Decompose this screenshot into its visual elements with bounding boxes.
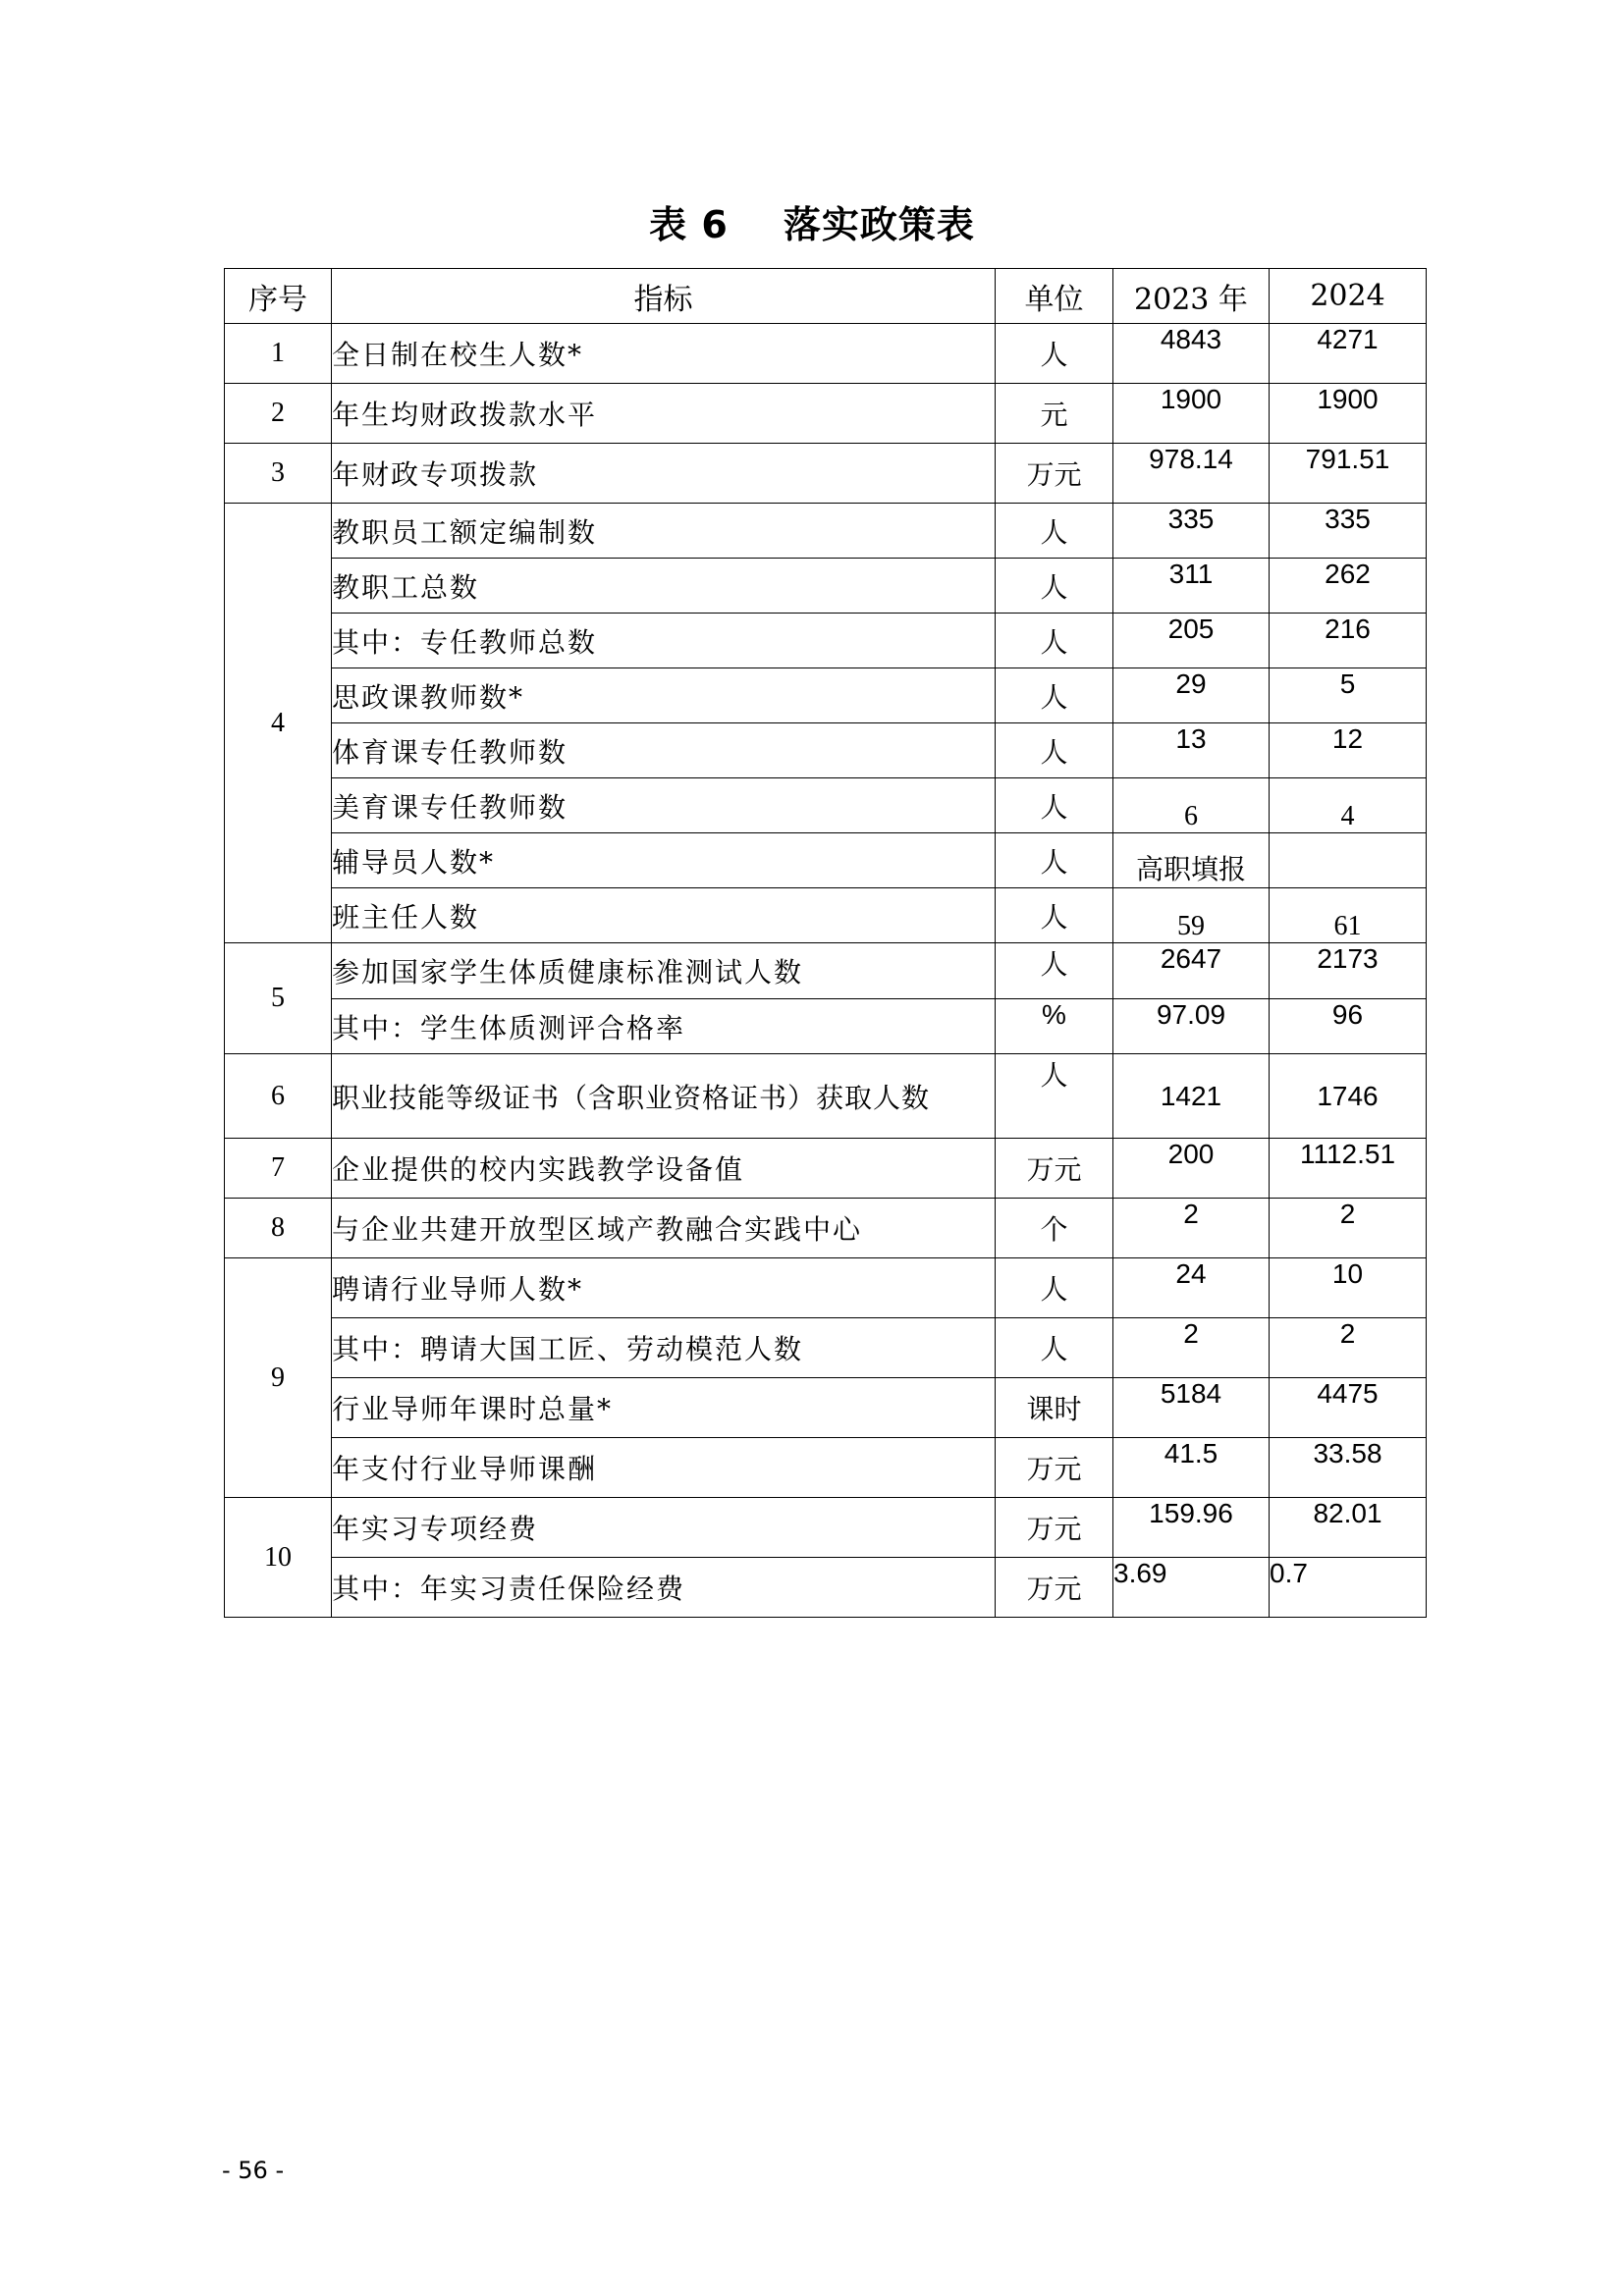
value-2024-cell: 335 (1270, 504, 1427, 559)
seq-cell: 7 (225, 1139, 332, 1199)
indicator-cell: 其中：年实习责任保险经费 (332, 1558, 996, 1618)
value-2023-cell: 2 (1113, 1318, 1270, 1378)
unit-cell: 万元 (996, 1139, 1113, 1199)
table-row (225, 1498, 1427, 1558)
table-row (225, 1258, 1427, 1318)
indicator-cell: 聘请行业导师人数* (332, 1258, 996, 1318)
seq-cell: 2 (225, 384, 332, 444)
value-2023-cell: 3.69 (1113, 1558, 1270, 1618)
table-name: 落实政策表 (783, 203, 975, 246)
table-number: 表 6 (649, 203, 729, 246)
indicator-cell: 教职员工额定编制数 (332, 504, 996, 559)
table-row (225, 324, 1427, 384)
value-2023-cell: 29 (1113, 668, 1270, 723)
unit-cell: 万元 (996, 1498, 1113, 1558)
table-row (225, 504, 1427, 559)
table-row (225, 1318, 1427, 1378)
value-2023-cell: 高职填报 (1113, 833, 1270, 888)
indicator-cell: 其中：学生体质测评合格率 (332, 999, 996, 1054)
value-2024-cell: 82.01 (1270, 1498, 1427, 1558)
value-2024-cell: 1746 (1270, 1054, 1427, 1139)
unit-cell: % (996, 999, 1113, 1054)
indicator-cell: 教职工总数 (332, 559, 996, 614)
seq-cell: 5 (225, 943, 332, 1054)
header-indicator: 指标 (332, 269, 996, 324)
policy-table (224, 268, 1427, 1618)
value-2023-cell: 13 (1113, 723, 1270, 778)
indicator-cell: 行业导师年课时总量* (332, 1378, 996, 1438)
table-row (225, 1378, 1427, 1438)
value-2023-cell: 6 (1113, 778, 1270, 833)
seq-cell: 1 (225, 324, 332, 384)
header-year-2024: 2024 (1270, 269, 1427, 324)
indicator-cell: 与企业共建开放型区域产教融合实践中心 (332, 1199, 996, 1258)
unit-cell: 人 (996, 1258, 1113, 1318)
value-2023-cell: 311 (1113, 559, 1270, 614)
indicator-cell: 企业提供的校内实践教学设备值 (332, 1139, 996, 1199)
indicator-cell: 班主任人数 (332, 888, 996, 943)
page-number: - 56 - (222, 2157, 285, 2184)
seq-cell: 4 (225, 504, 332, 943)
value-2024-cell: 96 (1270, 999, 1427, 1054)
value-2023-cell: 59 (1113, 888, 1270, 943)
indicator-cell: 年生均财政拨款水平 (332, 384, 996, 444)
table-row (225, 888, 1427, 943)
unit-cell: 人 (996, 833, 1113, 888)
indicator-cell: 辅导员人数* (332, 833, 996, 888)
unit-cell: 人 (996, 1054, 1113, 1139)
unit-cell: 万元 (996, 444, 1113, 504)
value-2023-cell: 4843 (1113, 324, 1270, 384)
header-unit: 单位 (996, 269, 1113, 324)
value-2023-cell: 200 (1113, 1139, 1270, 1199)
table-row (225, 1199, 1427, 1258)
indicator-cell: 参加国家学生体质健康标准测试人数 (332, 943, 996, 999)
value-2024-cell: 262 (1270, 559, 1427, 614)
seq-cell: 6 (225, 1054, 332, 1139)
unit-cell: 万元 (996, 1438, 1113, 1498)
indicator-cell: 美育课专任教师数 (332, 778, 996, 833)
seq-cell: 10 (225, 1498, 332, 1618)
indicator-cell: 年财政专项拨款 (332, 444, 996, 504)
value-2023-cell: 159.96 (1113, 1498, 1270, 1558)
value-2024-cell: 4475 (1270, 1378, 1427, 1438)
value-2024-cell: 216 (1270, 614, 1427, 668)
value-2024-cell: 2 (1270, 1318, 1427, 1378)
value-2024-cell: 5 (1270, 668, 1427, 723)
unit-cell: 元 (996, 384, 1113, 444)
unit-cell: 人 (996, 614, 1113, 668)
indicator-cell: 全日制在校生人数* (332, 324, 996, 384)
value-2024-cell: 0.7 (1270, 1558, 1427, 1618)
header-year-2023: 2023 年 (1113, 269, 1270, 324)
unit-cell: 人 (996, 778, 1113, 833)
table-row (225, 1438, 1427, 1498)
value-2023-cell: 1900 (1113, 384, 1270, 444)
unit-cell: 人 (996, 943, 1113, 999)
value-2024-cell: 61 (1270, 888, 1427, 943)
seq-cell: 3 (225, 444, 332, 504)
value-2023-cell: 2 (1113, 1199, 1270, 1258)
table-row (225, 668, 1427, 723)
value-2024-cell: 791.51 (1270, 444, 1427, 504)
unit-cell: 人 (996, 324, 1113, 384)
value-2023-cell: 978.14 (1113, 444, 1270, 504)
value-2024-cell: 1112.51 (1270, 1139, 1427, 1199)
unit-cell: 人 (996, 723, 1113, 778)
indicator-cell: 职业技能等级证书（含职业资格证书）获取人数 (332, 1054, 996, 1139)
indicator-cell: 其中：聘请大国工匠、劳动模范人数 (332, 1318, 996, 1378)
indicator-cell: 年支付行业导师课酬 (332, 1438, 996, 1498)
table-row (225, 384, 1427, 444)
unit-cell: 人 (996, 888, 1113, 943)
value-2024-cell: 4 (1270, 778, 1427, 833)
value-2023-cell: 41.5 (1113, 1438, 1270, 1498)
indicator-cell: 思政课教师数* (332, 668, 996, 723)
value-2024-cell (1270, 833, 1427, 888)
value-2023-cell: 24 (1113, 1258, 1270, 1318)
value-2023-cell: 97.09 (1113, 999, 1270, 1054)
indicator-cell: 年实习专项经费 (332, 1498, 996, 1558)
value-2023-cell: 1421 (1113, 1054, 1270, 1139)
table-row (225, 778, 1427, 833)
unit-cell: 万元 (996, 1558, 1113, 1618)
table-row (225, 1054, 1427, 1139)
unit-cell: 人 (996, 668, 1113, 723)
table-row (225, 833, 1427, 888)
unit-cell: 人 (996, 504, 1113, 559)
value-2023-cell: 335 (1113, 504, 1270, 559)
indicator-cell: 其中：专任教师总数 (332, 614, 996, 668)
table-header-row (225, 269, 1427, 324)
value-2024-cell: 1900 (1270, 384, 1427, 444)
page-title (0, 194, 1624, 248)
table-row (225, 943, 1427, 999)
unit-cell: 个 (996, 1199, 1113, 1258)
unit-cell: 课时 (996, 1378, 1113, 1438)
value-2023-cell: 205 (1113, 614, 1270, 668)
table-row (225, 1558, 1427, 1618)
value-2024-cell: 2173 (1270, 943, 1427, 999)
unit-cell: 人 (996, 1318, 1113, 1378)
value-2024-cell: 2 (1270, 1199, 1427, 1258)
table-row (225, 559, 1427, 614)
table-row (225, 999, 1427, 1054)
value-2024-cell: 12 (1270, 723, 1427, 778)
value-2023-cell: 5184 (1113, 1378, 1270, 1438)
value-2023-cell: 2647 (1113, 943, 1270, 999)
table-row (225, 1139, 1427, 1199)
seq-cell: 8 (225, 1199, 332, 1258)
table-row (225, 614, 1427, 668)
seq-cell: 9 (225, 1258, 332, 1498)
value-2024-cell: 33.58 (1270, 1438, 1427, 1498)
table-row (225, 723, 1427, 778)
table-row (225, 444, 1427, 504)
unit-cell: 人 (996, 559, 1113, 614)
value-2024-cell: 10 (1270, 1258, 1427, 1318)
value-2024-cell: 4271 (1270, 324, 1427, 384)
indicator-cell: 体育课专任教师数 (332, 723, 996, 778)
header-seq: 序号 (225, 269, 332, 324)
